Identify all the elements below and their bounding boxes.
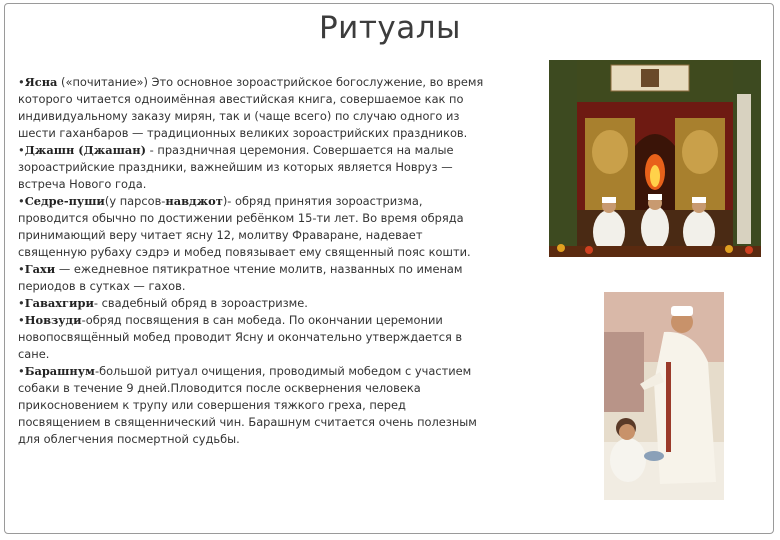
ritual-list (18, 74, 488, 448)
list-item: •Ясна («почитание») Это основное зороастрийское богослужение, во время которого читается одноимённая авестийская книга, совершаемое как по индивидуальному заказу мирян, так и (чаще всего) по случаю одного из шести гаханбаров — традиционных великих зороастрийских праздников. (18, 75, 484, 140)
term-gavahgiri: Гавахгири (24, 296, 94, 310)
term-sedre-pushi: Седре-пуши (24, 194, 105, 208)
term-barashnum: Барашнум (24, 364, 95, 378)
list-item: •Седре-пуши(у парсов-навджот)- обряд принятия зороастризма, проводится обычно по достижении ребёнком 15-ти лет. Во время обряда принимающий веру читает ясну 12, молитву Фраваране, надевает священную рубаху сэдрэ и мобед повязывает ему священный пояс кошти. (18, 194, 471, 259)
list-item: •Гахи — ежедневное пятикратное чтение молитв, названных по именам периодов в сутках — гахов. (18, 262, 463, 293)
list-item: •Джашн (Джашан) - праздничная церемония. Совершается на малые зороастрийские праздники, важнейшим из которых является Новруз — встреча Нового года. (18, 143, 454, 191)
term-gahi: Гахи (24, 262, 56, 276)
zoroastrian-altar-photo (549, 60, 761, 257)
term-jashan: Джашн (Джашан) (24, 143, 147, 157)
term-navjote: навджот (165, 194, 223, 208)
list-item: •Гавахгири- свадебный обряд в зороастризме. (18, 296, 308, 310)
navjote-ceremony-photo (604, 292, 724, 500)
list-item: •Новзуди-обряд посвящения в сан мобеда. По окончании церемонии новопосвящённый мобед проводит Ясну и окончательно утверждается в сане. (18, 313, 463, 361)
slide-title: Ритуалы (318, 10, 462, 46)
term-novzudi: Новзуди (24, 313, 82, 327)
list-item: •Барашнум-большой ритуал очищения, проводимый мобедом с участием собаки в течение 9 дней.Пловодится после осквернения человека прикосновением к трупу или совершения тяжкого греха, перед посвящением в священнический чин. Барашнум считается очень полезным для облегчения посмертной судьбы. (18, 364, 477, 446)
term-yasna: Ясна (24, 75, 58, 89)
